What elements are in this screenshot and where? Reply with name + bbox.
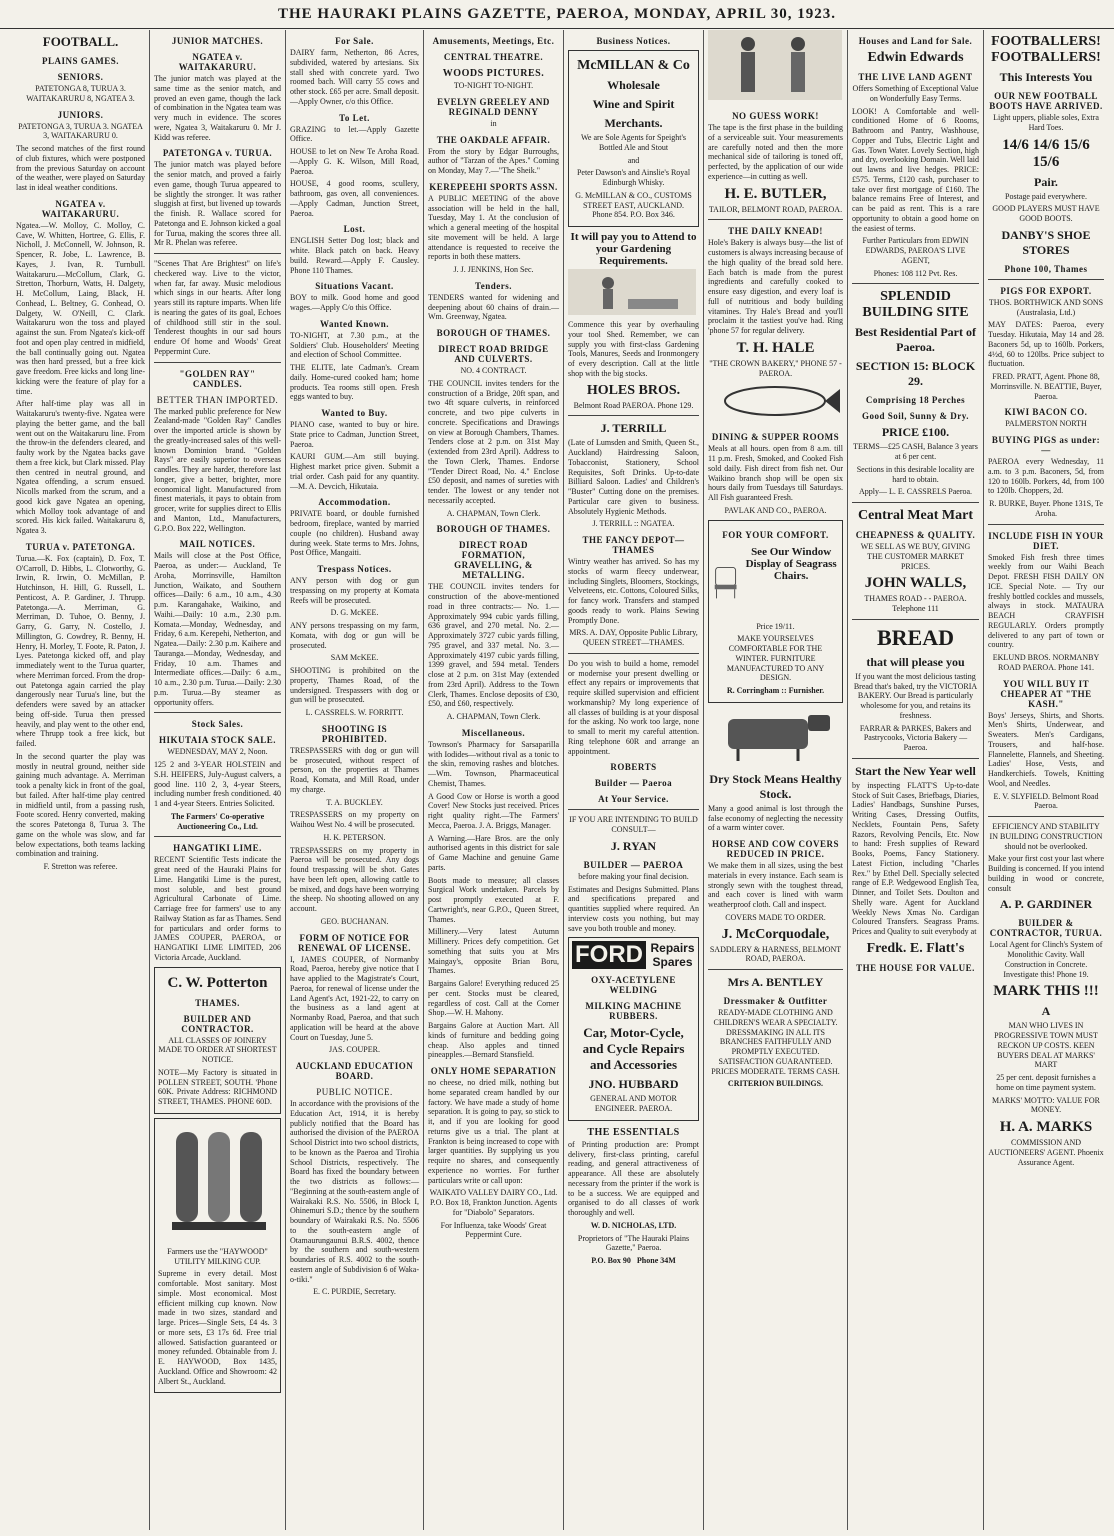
shooting-signature: T. A. BUCKLEY. <box>326 797 383 807</box>
misc-item: Millinery.—Very latest Autumn Millinery. Prices defy competition. Get something that suits you at Mrs Maingay's, opposite Brian Boru, Thames. <box>428 927 559 976</box>
trespass-signature: SAM McKEE. <box>330 653 379 663</box>
dining-title: DINING & SUPPER ROOMS <box>711 432 840 443</box>
ha-marks-sub: COMMISSION AND AUCTIONEERS' AGENT. Phoenix Assurance Agent. <box>988 1138 1104 1167</box>
mcmillan-address: G. McMILLAN & CO., CUSTOMS STREET EAST, AUCKLAND. Phone 854. P.O. Box 346. <box>575 190 692 220</box>
divider <box>852 283 979 284</box>
new-year-title: Start the New Year well <box>855 763 976 778</box>
football-intro: The second matches of the first round of club fixtures, which were postponed from the previous Saturday on account of the weather, were played on Saturday last in ideal weather conditions. <box>16 144 145 192</box>
divider <box>988 816 1104 817</box>
lost-head: Lost. <box>343 224 366 235</box>
tolet-item: GRAZING to let.—Apply Gazette Office. <box>290 124 419 144</box>
pigs-text: MAY DATES: Paeroa, every Tuesday. Hikutaia, May 14 and 28. Baconers 5d, up to 160lb. Porkers, 4½d, 60 to 120lbs. Price subject to fluctuation. <box>988 320 1104 369</box>
film-title: THE OAKDALE AFFAIR. <box>436 134 551 145</box>
trespass-notice: TRESPASSERS on my property in Paeroa will be prosecuted. Any dogs found trespassing will be shot. Gates have been left open, allowing cattle to be mixed, and dogs have been worrying the sheep. No shooting allowed on any account. <box>290 845 419 913</box>
dining-text: Meals at all hours. open from 8 a.m. till 11 p.m. Fresh, Smoked, and Cooked Fish sold daily. Fish direct from fish net. Our Waikino branch shop will be open six hours daily from Tuesdays till Saturdays. All Fish guaranteed Fresh. <box>708 444 843 502</box>
covers-text: We make them in all sizes, using the best materials in every instance. Each seam is strongly sewn with the toughest thread, and each cover is lined with warm weatherproof cloth. Call and inspect. <box>708 861 843 909</box>
corringham-by: R. Corringham :: Furnisher. <box>726 686 825 695</box>
phone: Phone 34M <box>636 1256 676 1265</box>
dry-stock-text: Many a good animal is lost through the false economy of neglecting the necessity of a warm winter cover. <box>708 803 843 833</box>
trespass-signature: L. CASSRELS. W. FORRITT. <box>305 708 404 717</box>
interests-you: This Interests You <box>999 70 1093 84</box>
trespass-notice: ANY person with dog or gun trespassing on my property at Komata Reefs will be prosecuted. <box>290 576 419 605</box>
misc-item: A Warning.—Hare Bros. are the only authorised agents in this district for sale of Game Machine and genuine Game parts. <box>428 833 559 872</box>
divider <box>154 253 281 254</box>
milking-caption: Farmers use the "HAYWOOD" UTILITY MILKING CUP. <box>167 1246 268 1266</box>
roberts-text: Do you wish to build a home, remodel or modernise your present dwelling or effect any repairs or improvements that require skilled supervision and efficient workmanship? My long experience of all classes of building is at your disposal for the asking. No work too large, none to small to merit my careful attention. Ring telephone 60R and arrange an appointment. <box>568 658 699 756</box>
garden-heading: It will pay you to Attend to your Gardening Requirements. <box>570 231 697 267</box>
juniors-results: PATETONGA 3, TURUA 3. NGATEA 3, WAITAKARURU 0. <box>18 121 143 141</box>
misc-item: Townson's Pharmacy for Sarsaparilla with Iodides—without rival as a tonic to the skin, removing rashes and blotches.—Wm. Townson, Pharmaceutical Chemist, Thames. <box>428 739 559 788</box>
postage: Postage paid everywhere. <box>1005 191 1087 201</box>
knead-text: Hole's Bakery is always busy—the list of customers is always increasing because of the high quality of the bread sold here. Each batch is made from the purest ingredients and carefully cooked to ensure easy digestion, and every loaf is full of nutritious and body building vitamines. Try Hale's Bread and you'll proclaim it the tastiest you've had. Ring 'phone 57 for regular delivery. <box>708 238 843 335</box>
sports-signature: J. J. JENKINS, Hon Sec. <box>453 265 534 274</box>
misc-item: A Good Cow or Horse is worth a good Cover! New Stocks just received. Prices right quality right.—The Farmers' Mecca, Paeroa. J. A. Briggs, Manager. <box>428 791 559 830</box>
accommodation-text: PRIVATE board, or double furnished bedroom, fireplace, wanted by married couple (no children). Husband away during week. State terms to Mrs. Johns, Post Office, Mangaiti. <box>290 509 419 558</box>
divider <box>852 502 979 503</box>
match1-title: NGATEA v. WAITAKARURU. <box>41 198 120 219</box>
covers-title: HORSE AND COW COVERS REDUCED IN PRICE. <box>711 839 840 859</box>
junior-m1-title: NGATEA v. WAITAKARURU. <box>178 52 257 72</box>
edwards-sub: THE LIVE LAND AGENT <box>858 72 973 82</box>
lime-title: HANGATIKI LIME. <box>173 843 262 854</box>
candles-title: "GOLDEN RAY" CANDLES. <box>179 368 256 389</box>
ford-logo: FORD <box>572 941 646 969</box>
divider <box>852 758 979 759</box>
edwards-further: Further Particulars from EDWIN EDWARDS, PAEROA'S LIVE AGENT, <box>862 236 969 265</box>
flatt-name: Fredk. E. Flatt's <box>866 940 965 956</box>
match2-more: In the second quarter the play was mostly in neutral ground, neither side gaining much advantage. A. Merriman took a penalty kick in front of the goal, but failed. After half-time play centred in midfield until, from a passing rush, Foote scored. Henry converted, making the scores Patetonga 8, Turua 3. The game on the whole was slow, and far below expectations, both teams lacking combination and training. <box>16 751 145 859</box>
borough-text: THE COUNCIL invites tenders for the construction of a Bridge, 20ft span, and two 4ft square culverts, in reinforced concrete, and two pipe culverts in concrete. Specifications and Drawings on view at Borough Chambers, Thames. Tenders close at 2 p.m. on 31st May (extended from 23rd April). Address to the Town Clerk, Thames. Endorse "Tender Direct Road, No. 4." Enclose £50 deposit, and names of sureties with tender. The lowest or any tender not necessarily accepted. <box>428 378 559 505</box>
hubbard-trade: GENERAL AND MOTOR ENGINEER. PAEROA. <box>590 1094 677 1113</box>
borough-sub: DIRECT ROAD BRIDGE AND CULVERTS. <box>438 344 549 364</box>
edwards-look: LOOK! A Comfortable and well-conditioned Home of 6 Rooms, Bathroom and Pantry, Washhouse, Copper and Tubs, Electric Light and Gas. Town Water. Lovely Section, high and dry, overlooking Domain. Well laid out lawns and live hedges. PRICE: £575. Terms, £120 cash, purchaser to take over first mortgage of £160. The balance remains Free of Interest, and can be paid as rent. This is a rare opportunity to obtain a good home on the easiest of terms. <box>852 106 979 233</box>
trespass-head: Trespass Notices. <box>317 564 392 574</box>
splendid-site: SPLENDID BUILDING SITE <box>862 289 969 321</box>
essentials-prop: Proprietors of "The Hauraki Plains Gazette," Paeroa. <box>577 1233 690 1253</box>
butler-trade: TAILOR, BELMONT ROAD, PAEROA. <box>708 204 843 214</box>
footer-cure: For Influenza, take Woods' Great Peppermint Cure. <box>440 1220 547 1240</box>
milking-cup-illustration <box>158 1122 278 1242</box>
lime-text: RECENT Scientific Tests indicate the great need of the Hauraki Plains for Lime. Hangatiki Lime is the purest, most soluble, and best ground Agricultural Carbonate of Lime. Carriage free for farmers' use to any Railway Station as far as Thames. Send for particulars and order forms to JAMES COUPER, PAEROA, or HANGATIKI LIME LIMITED, 206 Victoria Arcade, Auckland. <box>154 855 281 962</box>
column-amusements <box>424 30 564 1530</box>
terrill-name: J. TERRILL <box>600 421 667 436</box>
separation-title: ONLY HOME SEPARATION <box>430 1066 557 1076</box>
roberts-tag: At Your Service. <box>598 794 669 805</box>
comfort-ad <box>708 520 843 703</box>
marks-motto: MARKS' MOTTO: VALUE FOR MONEY. <box>992 1095 1100 1115</box>
corringham-text: MAKE YOURSELVES COMFORTABLE FOR THE WINTER. FURNITURE MANUFACTURED TO ANY DESIGN. <box>726 634 825 683</box>
borough-contract: NO. 4 CONTRACT. <box>460 366 527 375</box>
ryan-head: IF YOU ARE INTENDING TO BUILD CONSULT— <box>569 815 698 834</box>
comfort-text: See Our Window Display of Seagrass Chairs. <box>745 545 837 582</box>
ryan-text: Estimates and Designs Submitted. Plans and specifications prepared and quantities supplied where required. An interview costs you nothing, but may save you both trouble and money. <box>568 884 699 933</box>
ha-marks: H. A. MARKS <box>999 1119 1093 1135</box>
column-business <box>564 30 704 1530</box>
po-box: P.O. Box 90 <box>591 1256 631 1265</box>
milking-cup-ad <box>154 1118 281 1394</box>
accommodation-head: Accommodation. <box>318 497 391 508</box>
misc-item: Bargains Galore at Auction Mart. All kinds of furniture and bedding going cheap. Also apples and tinned pineapples.—Bernard Stansfield. <box>428 1021 559 1060</box>
hale-name: T. H. HALE <box>736 339 815 356</box>
mcmillan-line: Wine and Spirit <box>592 97 675 111</box>
bread-sub: that will please you <box>866 654 965 669</box>
plains-games-subheading: PLAINS GAMES. <box>41 56 119 66</box>
stock-text: 125 2 and 3-YEAR HOLSTEIN and S.H. HEIFERS, July-August calvers, a good line. 110 2, 3, 4-year Steers, including number fresh conditioned. 40 1 and 4-year Steers. Entries Solicited. <box>154 760 281 808</box>
car-repairs: Car, Motor-Cycle, and Cycle Repairs and Accessories <box>582 1025 685 1073</box>
butler-name: H. E. BUTLER, <box>724 185 827 202</box>
tenders-text: TENDERS wanted for widening and deepening about 60 chains of drain.—Wm. Greenway, Ngatea. <box>428 292 559 322</box>
column-football <box>12 30 150 1530</box>
potterton-text: ALL CLASSES OF JOINERY MADE TO ORDER AT SHORTEST NOTICE. <box>158 1035 277 1064</box>
walls-address: THAMES ROAD - - PAEROA. Telephone 111 <box>864 594 967 613</box>
ryan-trade: BUILDER — PAEROA <box>583 859 684 870</box>
lost-text: ENGLISH Setter Dog lost; black and white. Black patch on back. Heavy build. Reward.—Apply F. Causley. Phone 110 Thames. <box>290 236 419 275</box>
fish-head: INCLUDE FISH IN YOUR DIET. <box>988 530 1104 551</box>
danby-shoe-stores: DANBY'S SHOE STORES <box>1001 227 1091 257</box>
match2-title: TURUA v. PATETONGA. <box>25 541 136 552</box>
buying-pigs: BUYING PIGS as under:— <box>991 435 1101 455</box>
essentials-text: of Printing production are: Prompt delivery, first-class printing, careful reading, and general attractiveness of appearance. All these are absolutely necessary from the printer if the work is to be a success. We are equipped and organised to do all classes of work thoroughly and well. <box>568 1139 699 1217</box>
kash-text: Boys' Jerseys, Shirts, and Shorts. Men's Shirts, Underwear, and Sweaters. Men's Cardigans, Trousers, and half-hose. Flannelette, Flannels, and Sheeting. Ladies' Hose, Vests, and Handkerchiefs. Towels, Knitting Wool, and Needles. <box>988 710 1104 788</box>
trespass-notice: SHOOTING is prohibited on the property, Thames Road, of the undersigned. Trespassers with dog or gun will be prosecuted. <box>290 666 419 705</box>
ryan-tag: before making your final decision. <box>578 871 689 881</box>
oxy-welding: OXY-ACETYLENE WELDING <box>591 975 676 996</box>
pigs-by: FRED. PRATT, Agent. Phone 88, Morrinsville. N. BEATTIE, Buyer, Paeroa. <box>990 372 1102 401</box>
license-signature: JAS. COUPER. <box>329 1045 380 1055</box>
separation-signature: WAIKATO VALLEY DAIRY CO., Ltd. P.O. Box 18, Frankton Junction. Agents for "Diabolo" Separators. <box>429 1188 558 1217</box>
kash-head: YOU WILL BUY IT CHEAPER AT "THE KASH." <box>1000 678 1092 709</box>
flatt-text: by inspecting FLATT'S Up-to-date Stock of Suit Cases, Briefbags, Diaries, Ladies' Handbags, Sunshine Purses, Writing Cases, Dressing Outfits, Necklets, Fountain Pens, Safety Razors, Revolving Pencils, Etc. Now to hand: Fresh supplies of Reward Books, Poems, Fancy Stationery. Latest Fiction, including "Charles Rex." by Ethel Dell. Specially selected range of E.P. Wedgewood English Tea, Dinner, and Toilet Sets. Doulton and Shelly ware. Agent for Auckland Weekly News Xmas No. Cardigan Coloured Transfers. Seagrass Prams. Prices and Quality to suit everybody at <box>852 780 979 936</box>
ford-header <box>572 941 695 969</box>
bentley-text: READY-MADE CLOTHING AND CHILDREN'S WEAR A SPECIALTY. DRESSMAKING IN ALL ITS BRANCHES FAITHFULLY AND PROMPTLY EXECUTED. SATISFACTION GUARANTEED. PRICES MODERATE. TERMS CASH. <box>711 1008 840 1076</box>
stock-by: The Farmers' Co-operative Auctioneering Co., Ltd. <box>170 811 265 831</box>
poem: "Scenes That Are Brightest" on life's checkered way. Live to the victor, when far, far away. Music melodious which sings in our hearts. After long years still its rapture imparts. When life is nearing the gates of its goal, Echoes of childhood still stir in the soul. Tenderest thoughts in our sad hours endure Of home and Woods' Great Peppermint Cure. <box>154 259 281 356</box>
good-players: GOOD PLAYERS MUST HAVE GOOD BOOTS. <box>992 204 1100 223</box>
sports-title: KEREPEEHI SPORTS ASSN. <box>429 181 558 192</box>
site-price: PRICE £100. <box>881 425 950 440</box>
mcmillan-ad <box>568 50 699 227</box>
boots-text: Light uppers, pliable soles, Extra Hard Toes. <box>993 113 1099 132</box>
knead-title: THE DAILY KNEAD! <box>728 226 823 237</box>
column-footballers <box>984 30 1108 1530</box>
wanted-buy-item: KAURI GUM.—Am still buying. Highest market price given. Submit a trial order. Cash paid for any quantity.—M. A. Devcich, Hikutaia. <box>290 452 419 491</box>
mcmillan-agents: We are Sole Agents for Speight's Bottled Ale and Stout <box>581 133 686 152</box>
cow-illustration <box>708 707 842 763</box>
milking-text: Supreme in every detail. Most comfortable. Most sanitary. Most simple. Most economical. Most efficient milking cup known. Now made in two sizes, standard and large. Prices—Single Sets, £4 4s. 3 or more sets, £3 17s 6d. Free trial allowed. Satisfaction guaranteed or money refunded. Obtainable from J. E. HAYWOOD, Box 1435, Auckland. Office and Showroom: 42 Albert St., Auckland. <box>158 1269 277 1386</box>
kash-by: E. V. SLYFIELD. Belmont Road Paeroa. <box>993 791 1099 811</box>
mark-text: MAN WHO LIVES IN PROGRESSIVE TOWN MUST RECKON UP COSTS. KEEN BUYERS DEAL AT MARKS' MART <box>994 1021 1098 1070</box>
column-classifieds <box>286 30 424 1530</box>
license-title: FORM OF NOTICE FOR RENEWAL OF LICENSE. <box>298 932 411 953</box>
guess-text: The tape is the first phase in the building of a serviceable suit. Your measurements are carefully noted and then the more mechanical side of tailoring is toned off, perfected, by the application of our wide experience—in cutting as well. <box>708 123 843 181</box>
potterton-town: THAMES. <box>195 997 240 1008</box>
pigs-sub: THOS. BORTHWICK AND SONS (Australasia, Ltd.) <box>988 297 1104 317</box>
seniors-results: PATETONGA 8, TURUA 3. WAITAKARURU 8, NGATEA 3. <box>26 84 135 103</box>
columns <box>12 30 1108 1530</box>
mail-text: Mails will close at the Post Office, Paeroa, as under:— Auckland, Te Aroha, Morrinsville, Hamilton Junction, Waikato, and Southern offices—Daily: 6 a.m., 10 a.m., 4.30 p.m. Karangahake, Waikino, and Waihi.—Daily: 10 a.m., 2.30 p.m. Komata.—Monday, Wednesday, and Friday, 6 a.m. Kerepehi, Netherton, and Ngatea.—Daily: 2.30 p.m. Kaihere and Tauranga.—Monday, Wednesday, and Friday, 10 a.m. Thames and Intermediate offices.—Daily: 6 a.m., 10 a.m., 2.30 p.m. Turua.—Daily: 2.30 p.m. Turua.—By steamer as opportunity offers. <box>154 551 281 707</box>
wanted-known-item: THE ELITE, late Cadman's. Cream daily. Home-cured cooked ham; home products. Tea rooms still open. Fresh eggs wanted to buy. <box>290 363 419 402</box>
terrill-text: (Late of Lumsden and Smith, Queen St., Auckland) Hairdressing Saloon, Tobacconist, Stationery, School Requisites, Soft Drinks. Up-to-date Billiard Saloon. Ladies' and Children's "Buster" Cutting done on the premises. Particular care given to business. Absolutely Hygienic Methods. <box>568 438 699 516</box>
borough-title: BOROUGH OF THAMES. <box>436 328 551 338</box>
gardiner-more: Local Agent for Clinch's System of Monolithic Cavity. Wall Construction in Concrete. Investigate this! Phone 19. <box>989 940 1103 979</box>
junior-heading: JUNIOR MATCHES. <box>171 36 264 46</box>
match1-text: Ngatea.—W. Molloy, C. Molloy, C. Cave, W. Whitten, Hortree, G. Ellis, F. Nicholl, J. McConnell, W. Johnson, R. Spencer, R. Jobe, L. Lawrence, B. Kayes, J. Ivan, R. Turnbull. Waitakaruru.—McCollum, Clark, G. Stretton, Thorburn, Watts, H. Dalgety, H. McCollum, Laing, Black, H. Conhead, L. Beltney, G. Conhead, O. Dalgety, W. O'Neill, C. Clark. Waitakaruru won the toss and played against the sun. From Ngatea's kick-off foot and open play centred in midfield, the ball continually going out. Ngatea was then hard pressed, but a free kick gave freedom. Free kicks and long line-kicking were the feature of play for a time. <box>16 220 145 396</box>
chair-illustration <box>712 542 739 622</box>
borough-signature: A. CHAPMAN, Town Clerk. <box>446 508 541 518</box>
pigs-title: PIGS FOR EXPORT. <box>1000 285 1092 296</box>
ford-repairs-spares: Repairs Spares <box>650 941 695 970</box>
bentley-by: CRITERION BUILDINGS. <box>727 1079 824 1089</box>
bread-text: If you want the most delicious tasting Bread that's baked, try the VICTORIA BAKERY. Our Bread is particularly wholesome for you, and retains its freshness. <box>853 671 978 720</box>
shooting-text: TRESPASSERS with dog or gun will be prosecuted, without respect of person, on the properties at Thames Road, Komata, and Mill Road, under my charge. <box>290 745 419 794</box>
separation-text: no cheese, no dried milk, nothing but home separated cream handled by our factory. We have made a study of home separation. It is going to pay, so stick to it, and if you are looking for good returns give us a trial. The plant at Frankton is being increased to cope with larger quantities. By supplying us you require no shares, and consequently experience no worries. For further particulars write or call upon: <box>428 1078 559 1185</box>
business-head: Business Notices. <box>596 36 671 46</box>
edwards-text: Offers Something of Exceptional Value on Wonderfully Easy Terms. <box>852 84 979 103</box>
junior-m2-text: The junior match was played before the senior match, and proved a fairly even game, though Turua appeared to be slightly the stronger. It was rather sluggish at first, but livened up towards the finish. R. Wallace scored for Patetonga and E. Johnson kicked a goal for Turua, making the scores three all. Mr R. Phelan was referee. <box>154 160 281 248</box>
dry-stock-title: Dry Stock Means Healthy Stock. <box>709 771 842 801</box>
misc-item: Boots made to measure; all classes Surgical Work undertaken. Parcels by post promptly executed at F. Cartwright's, near G.P.O., Queen Street, Thames. <box>428 875 559 924</box>
forsale-head: For Sale. <box>335 36 374 46</box>
potterton-trade: BUILDER AND CONTRACTOR. <box>181 1013 254 1034</box>
tonight: TO-NIGHT TO-NIGHT. <box>453 81 534 90</box>
trespass-notice: ANY persons trespassing on my farm, Komata, with dog or gun will be prosecuted. <box>290 621 419 650</box>
guess-title: NO GUESS WORK! <box>732 111 819 121</box>
wanted-known-item: TO-NIGHT, at 7.30 p.m., at the Soldiers' Club. Householders' Meeting and election of School Committee. <box>290 330 419 360</box>
pair: Pair. <box>1034 174 1058 189</box>
efficiency: EFFICIENCY AND STABILITY IN BUILDING CONSTRUCTION should not be overlooked. <box>989 822 1103 851</box>
wanted-buy-head: Wanted to Buy. <box>321 408 388 418</box>
land-head: Houses and Land for Sale. <box>858 36 973 46</box>
residential-part: Best Residential Part of Paeroa. <box>855 325 976 355</box>
fancy-text: Wintry weather has arrived. So has my stocks of warm fleecy underwear, including Singlets, Bloomers, Stockings, Velveteens, etc. Cottons, Coloured Silks, for fancy work. Transfers and stamped goods ready to work. Plains Sewing Promptly Done. <box>568 557 699 625</box>
flatt-tag: THE HOUSE FOR VALUE. <box>856 962 975 973</box>
mccorquodale-name: J. McCorquodale, <box>721 926 830 942</box>
apply-cassrels: Apply— L. E. CASSRELS Paeroa. <box>858 487 973 497</box>
wanted-known-head: Wanted Known. <box>319 318 390 329</box>
hale-sub: "THE CROWN BAKERY," PHONE 57 - PAEROA. <box>709 358 842 378</box>
woods-pictures: WOODS PICTURES. <box>442 68 545 79</box>
gardiner-trade: BUILDER & CONTRACTOR, TURUA. <box>989 918 1103 939</box>
site-terms: TERMS—£25 CASH, Balance 3 years at 6 per cent. <box>853 442 978 461</box>
junior-m1-text: The junior match was played at the same time as the senior match, and proved an even game, though the lack of combination in the Ngatea team was very much in evidence. The scores were, Ngatea 3, Waitakaruru 0. Mr J. Kidd was referee. <box>154 74 281 142</box>
gardening-illustration <box>568 269 696 315</box>
mcmillan-line: Merchants. <box>604 116 663 130</box>
shooting-title: SHOOTING IS PROHIBITED. <box>321 723 388 744</box>
farrar-parkes: FARRAR & PARKES, Bakers and Pastrycooks, Victoria Bakery — Paeroa. <box>859 723 972 752</box>
bread-title: BREAD <box>876 624 954 650</box>
footballers-title: FOOTBALLERS! FOOTBALLERS! <box>991 34 1101 65</box>
section-block: SECTION 15: BLOCK 29. <box>855 359 976 389</box>
meat-mart: Central Meat Mart <box>857 508 974 523</box>
education-board-text: In accordance with the provisions of the Education Act, 1914, it is hereby publicly notified that the Board has authorised the division of the PAEROA School District into two school districts, to be known as the Paeroa and Tirohia School Districts, respectively. The Board has fixed the boundary between the two districts as follows:— "Beginning at the south-eastern angle of Wairakaki R.S. No. 5506, in Block I, Ohinemuri S.D.; thence by the southern boundary of Wairakaki R.S. No. 5506 to the south-eastern angle of Otamaurungaunui B.R.S. 4002, thence by the southern and south-western boundaries of R.S. 4002 to the south-eastern angle of Subdivision 6 of Waka-o-tiki." <box>290 1099 419 1284</box>
mark-a: A <box>1041 1004 1051 1019</box>
film-text: From the story by Edgar Burroughs, author of "Tarzan of the Apes." Coming on Monday, May 7.—"The Sheik." <box>428 146 559 175</box>
holes-bros: HOLES BROS. <box>586 382 681 398</box>
danby-phone: Phone 100, Thames <box>1004 263 1088 274</box>
license-text: I, JAMES COUPER, of Normanby Road, Paeroa, hereby give notice that I have applied to the Magistrate's Court, Paeroa, for renewal of license under the Land Agent's Act, 1921-22, to carry on the business as a land agent at Normanby Road, Paeroa, and that such application will be heard at the above Court on Tuesday, June 5. <box>290 954 419 1042</box>
candles-text: The marked public preference for New Zealand-made "Golden Ray" Candles over the imported article is shown by the greatly-increased sales of this well-known Dominion brand. "Golden Rays" are easily superior to overseas candles. They are harder, therefore last longer, give a better, brighter, more economical light. Manufactured from finest materials, it pays to obtain from grocer, write for supplies direct to Ellis and Manton, Ltd., Manufacturers, G.P.O. Box 222, Wellington. <box>154 406 281 533</box>
borough2-title: BOROUGH OF THAMES. <box>436 524 551 535</box>
education-board-signature: E. C. PURDIE, Secretary. <box>313 1287 396 1297</box>
education-board-title: AUCKLAND EDUCATION BOARD. <box>295 1061 414 1081</box>
kiwi-sub: PALMERSTON NORTH <box>1005 419 1087 429</box>
mcmillan-line: Wholesale <box>607 78 660 92</box>
hubbard-name: JNO. HUBBARD <box>588 1077 679 1092</box>
theatre-name: CENTRAL THEATRE. <box>443 52 544 62</box>
situations-text: BOY to milk. Good home and good wages.—Apply C/o this Office. <box>290 293 419 312</box>
mcmillan-and: and <box>627 155 640 165</box>
sections-note: Sections in this desirable locality are hard to obtain. <box>856 464 975 484</box>
stock-date: WEDNESDAY, MAY 2, Noon. <box>167 747 268 757</box>
perches: Comprising 18 Perches <box>865 395 966 406</box>
roberts-name: ROBERTS <box>610 762 657 773</box>
divider <box>568 415 699 416</box>
eklund: EKLUND BROS. NORMANBY ROAD PAEROA. Phone 141. <box>992 653 1100 672</box>
column-junior <box>150 30 286 1530</box>
mcmillan-name: McMILLAN & Co <box>577 58 690 73</box>
candles-sub: BETTER THAN IMPORTED. <box>156 394 279 405</box>
masthead <box>0 0 1114 29</box>
divider <box>154 836 281 837</box>
meat-mart-sub: CHEAPNESS & QUALITY. <box>855 530 976 540</box>
education-board-sub: PUBLIC NOTICE. <box>316 1087 393 1097</box>
tolet-head: To Let. <box>339 112 370 123</box>
ryan-name: J. RYAN <box>610 838 657 853</box>
divider <box>154 362 281 363</box>
covers-order: COVERS MADE TO ORDER. <box>725 912 826 922</box>
bentley-name: Mrs A. BENTLEY <box>727 975 824 989</box>
boots-arrived: OUR NEW FOOTBALL BOOTS HAVE ARRIVED. <box>989 91 1103 111</box>
edwards-phones: Phones: 108 112 Pvt. Res. <box>873 268 958 278</box>
mcmillan-more: Peter Dawson's and Ainslie's Royal Edinburgh Whisky. <box>576 168 691 187</box>
meat-mart-tag: WE SELL AS WE BUY, GIVING THE CUSTOMER MARKET PRICES. <box>860 542 971 571</box>
dining-by: PAVLAK AND CO., PAEROA. <box>724 505 827 515</box>
fancy-title: THE FANCY DEPOT—THAMES <box>582 535 685 555</box>
match2-text: Turua.—K. Fox (captain), D. Fox, T. O'Carroll, D. Hibbs, L. Clotworthy, G. Irwin, R. Irwin, O. McMillan, P. Hutchinson, H. Hill, G. Russell, L. Penticost, A. P. Gardiner, J. Thrupp. Patetonga.—A. Merriman, G. Merriman, D. Tuhoe, O. Benny, J. Garry, G. Garry, N. Costello, J. Millington, G. Cowdrey, R. Benny, H. Henry, H. Morley, T. Foote, R. Paton, J. Lyes. Patetonga kicked off, and play immediately went to the Turua quarter, where Merriman forced. From the drop-out Patetonga again carried the play dangerously near Turua's line, but the defenders were saved by an attacker being off-side. Turua then pressed heavily, and play went to the other end, where Thrupp took a free kick, but failed. <box>16 553 145 748</box>
film-stars: EVELYN GREELEY AND REGINALD DENNY <box>437 96 550 117</box>
tolet-item: HOUSE, 4 good rooms, scullery, bathroom, gas oven, all conveniences.—Apply Cadman, Junction Street, Paeroa. <box>290 179 419 218</box>
trespass-signature: GEO. BUCHANAN. <box>320 916 389 926</box>
column-land <box>848 30 984 1530</box>
borough2-text: THE COUNCIL invites tenders for construction of the above-mentioned road in three contracts:— No. 1.—Approximately 994 cubic yards filling, 636 gravel, and 270 metal. No. 2.—Approximately 3727 cubic yards filling, 795 gravel, and 337 metal. No. 3.—Approximately 4197 cubic yards filling, 1399 gravel, and 594 metal. Tenders close at 2 p.m. on 31st May (extended from 23rd April). Address to the Town Clerk, Thames. Enclose deposits of £30, £50, and £60, respectively. <box>428 582 559 709</box>
mark-discount: 25 per cent. deposit furnishes a home on time payment system. <box>996 1073 1096 1092</box>
masthead-title: THE HAURAKI PLAINS GAZETTE, PAEROA, MONDAY, APRIL 30, 1923. <box>277 6 837 22</box>
trespass-signature: H. K. PETERSON. <box>323 832 386 842</box>
juniors-label: JUNIORS. <box>57 109 104 120</box>
kiwi-bacon: KIWI BACON CO. <box>1004 407 1088 418</box>
edwards-name: Edwin Edwards <box>867 50 964 65</box>
potterton-name: C. W. Potterton <box>167 974 268 991</box>
soil: Good Soil, Sunny & Dry. <box>861 411 970 422</box>
essentials-title: THE ESSENTIALS <box>587 1126 680 1138</box>
borough2-signature: A. CHAPMAN, Town Clerk. <box>446 712 541 721</box>
tenders-head: Tenders. <box>475 280 512 291</box>
divider <box>988 524 1104 525</box>
junior-m2-title: PATETONGA v. TURUA. <box>162 148 273 159</box>
tolet-item: HOUSE to let on New Te Aroha Road.—Apply G. K. Wilson, Mill Road, Paeroa. <box>290 147 419 176</box>
buying-by: R. BURKE, Buyer. Phone 131S, Te Aroha. <box>989 499 1103 518</box>
chair-price: Price 19/11. <box>756 621 795 631</box>
mark-this: MARK THIS !!! <box>993 983 1099 1000</box>
seniors-label: SENIORS. <box>57 72 104 82</box>
divider <box>988 279 1104 280</box>
essentials-by: W. D. NICHOLAS, LTD. <box>590 1220 677 1230</box>
walls-name: JOHN WALLS, <box>864 575 967 592</box>
mccorquodale-sub: SADDLERY & HARNESS, BELMONT ROAD, PAEROA. <box>709 944 842 964</box>
bentley-trade: Dressmaker & Outfitter <box>723 996 828 1006</box>
borough2-sub: DIRECT ROAD FORMATION, GRAVELLING, & METALLING. <box>454 540 533 581</box>
ford-ad <box>568 937 699 1121</box>
wanted-buy-item: PIANO case, wanted to buy or hire. State price to Cadman, Junction Street, Paeroa. <box>290 420 419 449</box>
mail-title: MAIL NOTICES. <box>179 539 256 550</box>
referee-note: F. Stretton was referee. <box>43 862 118 871</box>
sports-text: A PUBLIC MEETING of the above association will be held in the hall, Tuesday, May 1. At the conclusion of which a general meeting of the hospital site movement will be held. A large attendance is requested to receive the reports in both these matters. <box>428 193 559 262</box>
divider <box>852 619 979 620</box>
tailor-illustration <box>708 30 842 100</box>
terrill-by: J. TERRILL :: NGATEA. <box>592 519 675 529</box>
stock-title: HIKUTAIA STOCK SALE. <box>159 735 276 746</box>
potterton-ad <box>154 967 281 1114</box>
trespass-signature: D. G. McKEE. <box>330 608 379 618</box>
gardiner-name: A. P. GARDINER <box>999 897 1093 912</box>
divider <box>154 712 281 713</box>
trespass-notice: TRESPASSERS on my property on Waihou West No. 4 will be prosecuted. <box>290 810 419 829</box>
roberts-trade: Builder — Paeroa <box>594 778 673 789</box>
gardiner-text: Make your first cost your last where Building is concerned. If you intend building in wood or concrete, consult <box>988 854 1104 893</box>
film-in: in <box>490 118 497 128</box>
fancy-by: MRS. A. DAY, Opposite Public Library, QUEEN STREET—THAMES. <box>569 628 698 647</box>
potterton-note: NOTE—My Factory is situated in POLLEN STREET, SOUTH. 'Phone 60K. Private Address: RICHMOND STREET, THAMES. PHONE 60D. <box>158 1067 277 1106</box>
situations-head: Situations Vacant. <box>315 281 394 292</box>
milking-rubbers: MILKING MACHINE RUBBERS. <box>585 1001 682 1022</box>
match1-more: After half-time play was all in Waitakaruru's twenty-five. Ngatea were playing the better game, and the ball went out on the Waitakaruru line. From the throw-in the defenders cleared, and faulty work by the Ngatea backs gave them a free kick, but Clark missed. Play then centred in neutral ground, and Ngatea offending, a scrum ensued. Nicolls marked from the scrum, and a good kick gave Ngatea an opening, which Molloy took advantage of and scored. His kick failed. Waitakaruru 8, Ngatea 3. <box>16 399 145 535</box>
amusements-head: Amusements, Meetings, Etc. <box>432 36 555 46</box>
misc-item: Bargains Galore! Everything reduced 25 per cent. Stocks must be cleared, regardless of cost. Call at the Corner Shop.—W. H. Mahony. <box>428 979 559 1018</box>
column-trade <box>704 30 848 1530</box>
stock-head: Stock Sales. <box>191 719 244 730</box>
football-heading: FOOTBALL. <box>42 34 119 49</box>
forsale-text: DAIRY farm, Netherton, 86 Acres, subdivided, watered by artesians. Six stall shed with concrete yard. Two roomed bach. Will carry 55 cows and other stock. £65 per acre. Small deposit.—Apply Owner, c/o this Office. <box>290 48 419 106</box>
holes-address: Belmont Road PAEROA. Phone 129. <box>573 400 694 410</box>
divider <box>568 809 699 810</box>
fish-logo <box>708 381 842 421</box>
fish-text: Smoked Fish fresh three times weekly from our Waihi Beach Depot. FRESH FISH DAILY ON ICE. Special Note. — Try our freshly bottled cockles and mussels, always in stock. MATAURA BEACH CRAYFISH REGULARLY. Orders promptly delivered to any part of town or country. <box>988 552 1104 650</box>
garden-text: Commence this year by overhauling your tool Shed. Remember, we can supply you with first-class Gardening Tools, Manures, Seeds and Ironmongery of every description. Call at the little shop with the big stocks. <box>568 320 699 378</box>
buying-text: PAEROA every Wednesday, 11 a.m. to 3 p.m. Baconers, 5d, from 120 to 160lb. Porkers, 4d, from 100 to 120lb. Choppers, 2d. <box>988 457 1104 496</box>
boot-prices: 14/6 14/6 15/6 15/6 <box>1002 136 1090 170</box>
divider <box>708 219 843 220</box>
divider <box>568 653 699 654</box>
divider <box>708 969 843 970</box>
comfort-head: FOR YOUR COMFORT. <box>722 529 829 540</box>
misc-head: Miscellaneous. <box>461 727 526 738</box>
